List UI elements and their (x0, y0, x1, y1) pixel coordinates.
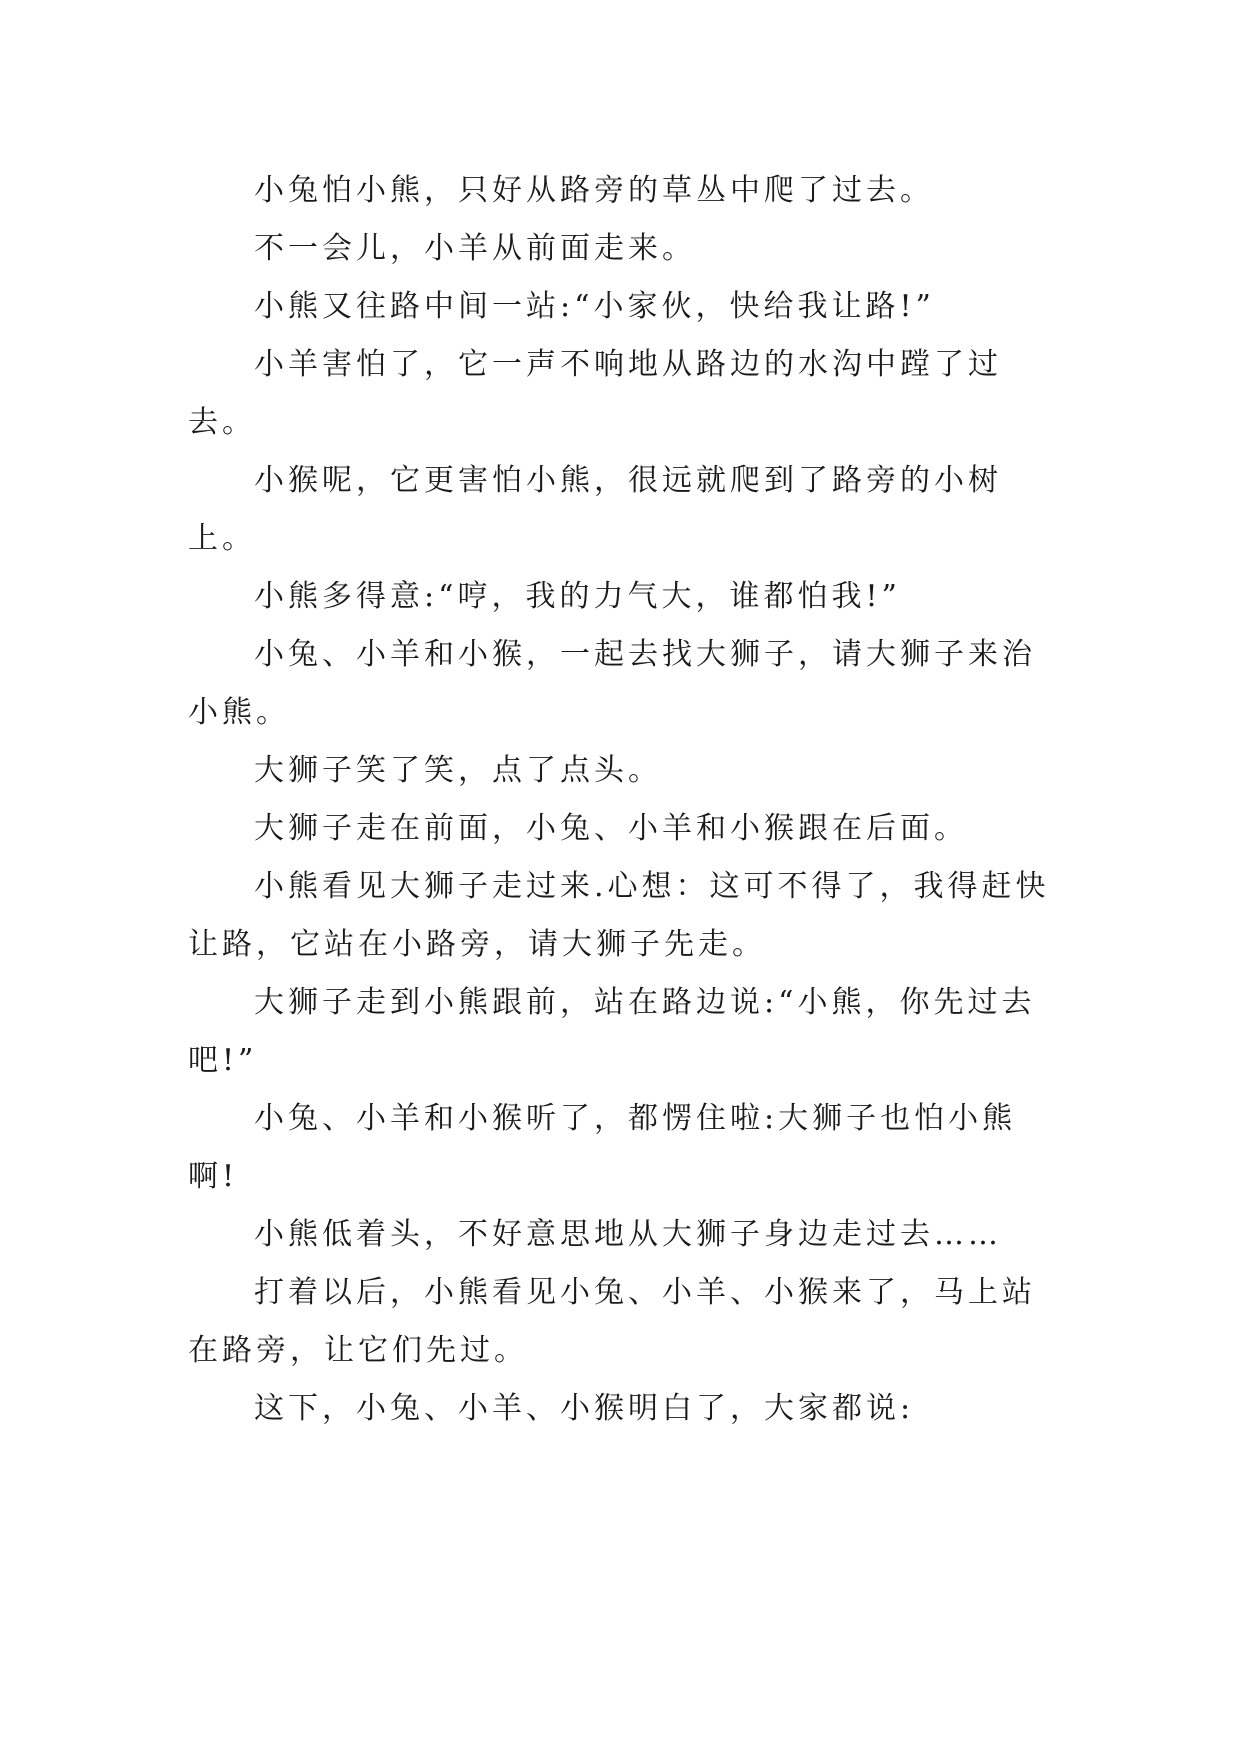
paragraph: 这下，小兔、小羊、小猴明白了，大家都说: (254, 1391, 915, 1426)
paragraph: 打着以后，小熊看见小兔、小羊、小猴来了，马上站在路旁，让它们先过。 (188, 1275, 1036, 1368)
paragraph: 小熊多得意:“哼，我的力气大，谁都怕我!” (254, 579, 901, 614)
paragraph: 大狮子笑了笑，点了点头。 (254, 753, 662, 788)
paragraph: 小熊看见大狮子走过来.心想：这可不得了，我得赶快让路，它站在小路旁，请大狮子先走。 (188, 869, 1050, 962)
paragraph: 大狮子走到小熊跟前，站在路边说:“小熊，你先过去吧!” (188, 985, 1036, 1078)
paragraph: 小兔、小羊和小猴听了，都愣住啦:大狮子也怕小熊啊! (188, 1101, 1017, 1194)
paragraph: 小猴呢，它更害怕小熊，很远就爬到了路旁的小树上。 (188, 463, 1002, 556)
paragraph: 小羊害怕了，它一声不响地从路边的水沟中蹚了过去。 (188, 347, 1002, 440)
paragraph: 大狮子走在前面，小兔、小羊和小猴跟在后面。 (254, 811, 968, 846)
paragraph: 小熊又往路中间一站:“小家伙，快给我让路!” (254, 289, 935, 324)
paragraph: 小熊低着头，不好意思地从大狮子身边走过去…… (254, 1217, 1002, 1252)
story-text (188, 162, 1058, 1438)
paragraph: 小兔、小羊和小猴，一起去找大狮子，请大狮子来治小熊。 (188, 637, 1036, 730)
paragraph: 不一会儿，小羊从前面走来。 (254, 231, 696, 266)
paragraph: 小兔怕小熊，只好从路旁的草丛中爬了过去。 (254, 173, 934, 208)
